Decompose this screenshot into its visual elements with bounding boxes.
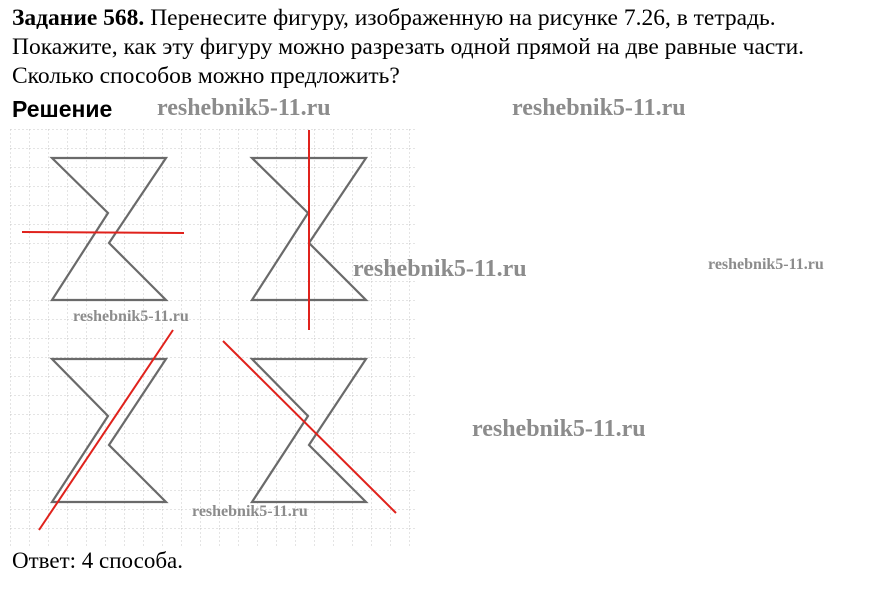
watermark: reshebnik5-11.ru — [472, 416, 646, 442]
watermark: reshebnik5-11.ru — [157, 95, 331, 121]
cut-line — [22, 232, 184, 233]
solution-heading: Решение — [12, 96, 113, 122]
task-label: Задание 568. — [12, 5, 145, 31]
watermark: reshebnik5-11.ru — [353, 256, 527, 282]
watermark: reshebnik5-11.ru — [512, 95, 686, 121]
watermark: reshebnik5-11.ru — [192, 503, 308, 520]
watermark: reshebnik5-11.ru — [708, 256, 824, 273]
task-text: Перенесите фигуру, изображенную на рисунке 7.26, в тетрадь. Покажите, как эту фигуру можно разрезать одной прямой на две равные части. Сколько способов можно предложить? — [12, 5, 805, 89]
watermark: reshebnik5-11.ru — [73, 308, 189, 325]
answer-text: Ответ: 4 способа. — [12, 548, 183, 573]
